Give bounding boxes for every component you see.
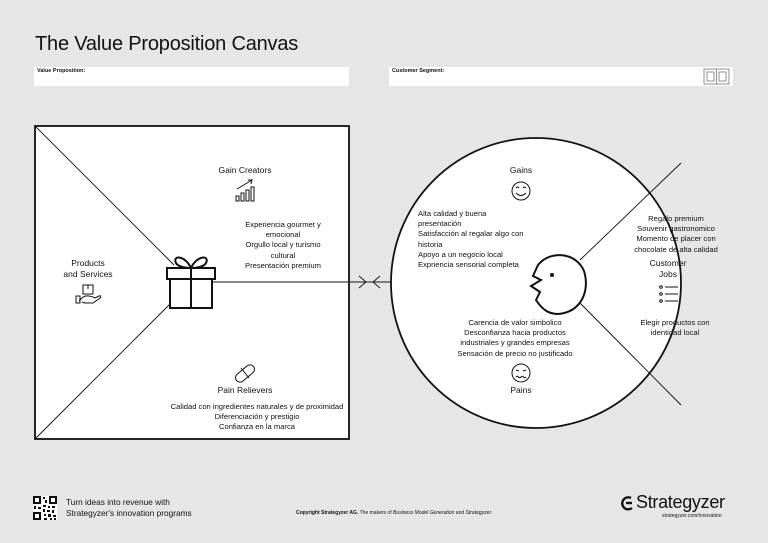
customer-jobs-bottom-text [620,318,730,338]
book-icon [704,69,729,84]
copyright-book2: Strategyzer. [465,510,493,516]
page-title: The Value Proposition Canvas [35,33,299,55]
qr-code-icon [33,496,57,520]
job-item: Regalo premium [648,214,704,223]
pains-text [440,318,590,359]
pain-reliever-item: Calidad con ingredientes naturales y de proximidad [170,402,344,411]
footer-cta-line1: Turn ideas into revenue with [66,497,170,507]
brand-name[interactable]: Strategyzer [636,492,725,512]
copyright-rest: The makers of [358,510,393,516]
pain-item: Sensación de precio no justificado [457,348,573,358]
jobs-label-line2: Jobs [659,269,677,279]
pain-relievers-text [120,402,394,433]
pains-label: Pains [510,385,532,395]
brand-url[interactable]: strategyzer.com/innovation [662,513,722,519]
pain-item: industriales y grandes empresas [460,338,570,348]
gain-item: Expriencia sensorial completa [418,260,519,270]
gain-creator-item: cultural [270,250,296,260]
gain-item: Alta calidad y buena [418,209,487,218]
gain-item: Apoyo a un negocio local [418,249,503,259]
job-item: Elegir productos con [640,318,710,327]
customer-jobs-top-text [617,214,735,255]
job-item: Souvenir gastronomico [637,224,715,234]
copyright-and: and [454,510,466,516]
gains-text [418,209,563,270]
gain-item: Satisfacción al regalar algo con [418,229,524,239]
gain-creators-label: Gain Creators [218,165,272,175]
customer-segment-label: Customer Segment: [392,68,445,74]
gains-label: Gains [509,165,533,175]
pain-item: Desconfianza hacia productos [464,328,566,338]
gain-item: presentación [418,219,462,229]
customer-jobs-label [628,258,708,280]
footer-cta[interactable] [66,497,192,518]
gain-item: historia [418,239,443,249]
gain-creator-item: Presentación premium [245,260,321,270]
gain-creator-item: Experiencia gourmet y [245,220,321,229]
value-proposition-label: Value Proposition: [37,68,86,74]
gain-creators-text [222,220,344,271]
copyright-bold: Copyright Strategyzer AG. [296,510,359,516]
job-item: chocolate de alta calidad [634,244,718,254]
pain-item: Carencia de valor simbolico [468,318,562,327]
pain-reliever-item: Diferenciación y prestigio [214,412,300,422]
gain-creator-item: emocional [265,230,301,240]
pain-relievers-label: Pain Relievers [217,385,273,395]
gain-creator-item: Orgullo local y turismo [245,240,321,250]
copyright-book1: Business Model Generation [392,510,455,516]
pain-reliever-item: Confianza en la marca [219,422,295,432]
copyright-text [296,510,492,516]
job-item: identidad local [650,328,700,338]
job-item: Momento de placer con [636,234,716,244]
strategyzer-logo-icon [622,497,632,509]
jobs-label-line1: Customer [649,258,687,268]
products-services-label [48,258,128,280]
footer-cta-line2: Strategyzer's innovation programs [66,507,192,518]
products-label-line1: Products [71,258,105,268]
products-label-line2: and Services [63,269,113,279]
